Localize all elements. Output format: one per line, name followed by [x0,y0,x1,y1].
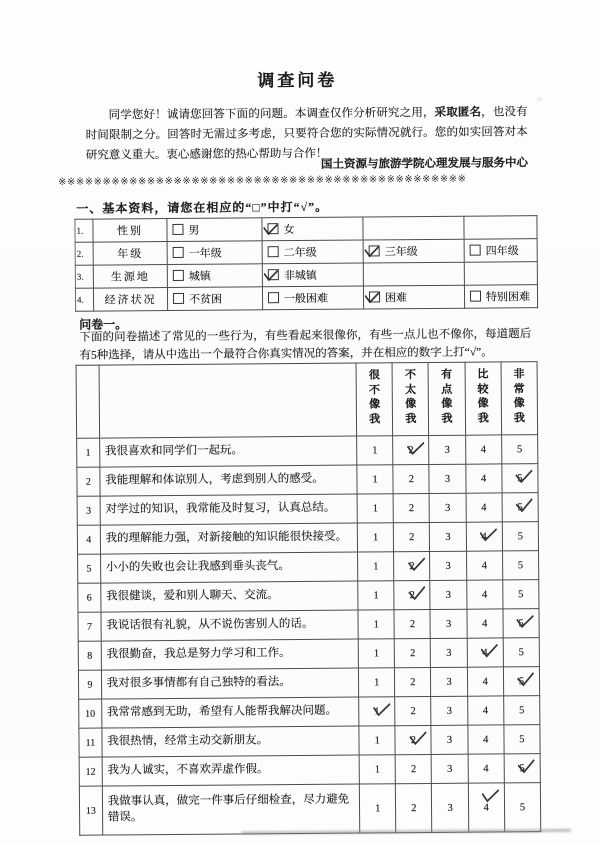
rating-cell[interactable] [467,725,503,754]
item-number: 5 [78,554,101,583]
rating-value: 1 [375,735,380,746]
scale-header-cell [356,363,393,436]
rating-cell[interactable] [429,435,465,464]
rating-value: 5 [520,802,525,813]
option-label: 四年级 [486,245,519,257]
rating-value: 1 [375,764,380,775]
rating-value: 1 [373,561,378,572]
item-row [79,754,540,787]
rating-value: 1 [372,445,377,456]
rating-cell[interactable] [358,581,394,610]
rating-cell[interactable] [502,551,538,580]
rating-cell[interactable] [465,435,501,464]
rating-value: 2 [410,677,415,688]
rating-cell[interactable] [358,552,394,581]
rating-cell[interactable] [431,667,467,696]
rating-cell[interactable] [359,668,395,697]
rating-value: 4 [481,531,486,542]
rating-value: 3 [446,676,451,687]
rating-cell[interactable] [503,580,539,609]
rating-value: 1 [373,532,378,543]
rating-cell[interactable] [357,465,393,494]
rating-cell[interactable] [395,725,431,754]
item-number: 2 [77,467,100,496]
rating-value: 5 [518,560,523,571]
rating-value: 3 [447,705,452,716]
rating-value: 3 [445,560,450,571]
rating-value: 1 [375,803,380,814]
rating-cell[interactable] [503,696,539,725]
rating-cell[interactable] [467,667,503,696]
option-cell[interactable] [167,264,262,288]
rating-value: 3 [447,763,452,774]
rating-value: 3 [445,473,450,484]
rating-value: 3 [446,589,451,600]
checkbox-icon [470,245,481,256]
item-row [77,435,538,468]
rating-value: 4 [481,473,486,484]
rating-value: 4 [483,734,488,745]
rating-cell[interactable] [358,639,394,668]
rating-cell[interactable] [393,493,429,522]
rating-value: 3 [445,502,450,513]
rating-value: 5 [518,589,523,600]
rating-cell[interactable] [465,464,501,493]
rating-value: 3 [447,802,452,813]
rating-cell[interactable] [467,696,503,725]
rating-value: 4 [482,647,487,658]
rating-value: 5 [518,618,523,629]
option-label: 三年级 [385,246,418,258]
item-text: 对学过的知识，我常能及时复习，认真总结。 [100,494,358,525]
rating-value: 2 [408,445,413,456]
row-label: 年级 [93,242,167,266]
rating-value: 5 [518,531,523,542]
rating-value: 4 [483,763,488,774]
rating-cell[interactable] [358,610,394,639]
intro-text-post: ，也没有时间限制之分。回答时无需过多考虑，只要符合您的实际情况就行。您的如实回答对本研究意义重大。衷心感谢您的热心帮助与合作！ [86,106,528,162]
rating-value: 3 [446,647,451,658]
scale-label: 很不像我 [368,368,381,427]
rating-cell[interactable] [468,754,504,783]
scan-smudge-artifact [537,98,541,100]
checkbox-icon [173,270,184,281]
rating-value: 2 [410,590,415,601]
rating-cell[interactable] [467,609,503,638]
rating-cell[interactable] [432,783,469,832]
row-number: 1. [75,219,93,242]
rating-cell[interactable] [468,783,505,832]
item-row [78,638,539,671]
rating-cell[interactable] [430,493,466,522]
rating-cell[interactable] [430,522,466,551]
item-row [79,696,540,729]
rating-value: 5 [517,502,522,513]
row-number: 2. [75,242,93,265]
item-text: 我很热情，经常主动交新朋友。 [102,726,360,757]
rating-cell[interactable] [393,464,429,493]
rating-value: 1 [374,677,379,688]
section1-heading: 一、基本资料，请您在相应的“□”中打“√”。 [76,198,328,217]
rating-cell[interactable] [432,754,468,783]
item-number: 10 [79,699,102,728]
rating-cell[interactable] [430,609,466,638]
row-label: 经济状况 [93,288,167,312]
item-number: 8 [78,641,101,670]
item-text: 我能理解和体谅别人，考虑到别人的感受。 [100,465,358,496]
option-label: 一年级 [189,248,222,260]
rating-cell[interactable] [503,638,539,667]
asterisk-divider: ※※※※※※※※※※※※※※※※※※※※※※※※※※※※※※※※※※※※※※※※※※※※※※ [58,173,542,188]
option-label: 一般困难 [284,293,328,305]
rating-cell[interactable] [357,436,393,465]
rating-cell[interactable] [504,783,541,832]
row-number: 3. [75,265,93,288]
option-cell[interactable] [464,262,537,286]
questionnaire-heading: 问卷一。 [79,315,127,332]
option-label: 女 [283,224,294,236]
rating-value: 3 [447,734,452,745]
rating-value: 3 [445,444,450,455]
rating-value: 2 [411,735,416,746]
rating-value: 5 [519,647,524,658]
rating-value: 2 [410,619,415,630]
rating-value: 5 [519,734,524,745]
rating-cell[interactable] [431,638,467,667]
rating-value: 2 [409,532,414,543]
rating-value: 3 [445,531,450,542]
option-cell[interactable] [262,217,363,241]
rating-value: 2 [410,648,415,659]
option-cell[interactable] [167,218,262,242]
checkbox-icon [369,245,380,256]
item-row [78,580,539,613]
item-row [77,522,538,555]
option-cell[interactable] [167,241,262,265]
rating-value: 4 [482,589,487,600]
scale-header-cell [428,362,465,435]
rating-cell[interactable] [466,580,502,609]
option-cell[interactable] [363,239,464,263]
handwritten-check-icon [482,783,500,803]
row-number: 4. [75,288,93,311]
rating-cell[interactable] [502,493,538,522]
item-text: 小小的失败也会让我感到垂头丧气。 [100,552,358,583]
rating-cell[interactable] [467,638,503,667]
option-cell[interactable] [363,285,464,309]
page-title: 调查问卷 [0,64,597,94]
scale-label: 非常像我 [512,367,525,426]
option-cell[interactable] [464,285,537,309]
rating-value: 4 [483,705,488,716]
rating-value: 1 [374,619,379,630]
checkbox-icon [173,293,184,304]
item-row [79,783,540,836]
rating-cell[interactable] [429,464,465,493]
rating-cell[interactable] [359,755,395,784]
rating-cell[interactable] [501,435,537,464]
item-row [79,725,540,758]
rating-cell[interactable] [396,783,433,832]
checkbox-icon [470,291,481,302]
rating-cell[interactable] [431,725,467,754]
option-label: 特别困难 [486,291,530,303]
rating-cell[interactable] [430,580,466,609]
intro-text-bold: 采取匿名 [435,106,482,118]
rating-value: 4 [482,560,487,571]
rating-value: 4 [483,676,488,687]
item-number: 1 [77,438,100,467]
item-text: 我做事认真，做完一件事后仔细检查，尽力避免错误。 [102,784,360,835]
rating-cell[interactable] [430,551,466,580]
rating-value: 5 [519,705,524,716]
item-row [78,609,539,642]
option-cell[interactable] [167,287,262,311]
rating-value: 2 [409,474,414,485]
item-text: 我常常感到无助，希望有人能帮我解决问题。 [101,697,359,728]
rating-cell[interactable] [357,494,393,523]
rating-cell[interactable] [504,754,540,783]
option-label: 困难 [385,292,407,304]
rating-cell[interactable] [359,726,395,755]
rating-value: 5 [519,763,524,774]
rating-cell[interactable] [504,725,540,754]
rating-cell[interactable] [394,638,430,667]
item-row [78,551,539,584]
checkbox-icon [173,247,184,258]
rating-cell[interactable] [394,580,430,609]
rating-cell[interactable] [502,522,538,551]
item-number: 9 [78,670,101,699]
rating-value: 5 [519,676,524,687]
rating-value: 1 [373,590,378,601]
option-cell[interactable] [363,262,464,286]
scale-header-row [76,362,538,439]
option-label: 非城镇 [284,270,317,282]
rating-value: 1 [372,474,377,485]
questionnaire-table [76,361,542,836]
option-label: 男 [188,225,199,237]
item-number: 7 [78,612,101,641]
rating-cell[interactable] [395,696,431,725]
item-row [77,493,538,526]
rating-value: 4 [481,444,486,455]
rating-value: 5 [517,473,522,484]
option-label: 城镇 [189,271,211,283]
item-number: 11 [79,728,102,757]
checkbox-icon [268,269,279,280]
checkbox-icon [172,224,183,235]
item-text: 我很勤奋，我总是努力学习和工作。 [101,639,359,670]
issuing-center-signature: 国土资源与旅游学院心理发展与服务中心 [83,154,528,173]
rating-cell[interactable] [359,784,396,833]
option-cell[interactable] [262,286,363,310]
header-num-cell [76,365,99,438]
scale-header-cell [392,362,429,435]
basic-info-table [74,215,538,312]
scale-label: 有点像我 [440,368,453,427]
rating-cell[interactable] [357,523,393,552]
item-number: 13 [79,786,102,835]
option-cell[interactable] [262,263,363,287]
checkbox-icon [268,292,279,303]
rating-value: 2 [411,803,416,814]
rating-cell[interactable] [395,754,431,783]
item-text: 我为人诚实，不喜欢弄虚作假。 [102,755,360,786]
option-label: 二年级 [284,247,317,259]
rating-value: 2 [409,503,414,514]
rating-value: 2 [410,706,415,717]
scale-label: 不太像我 [404,368,417,427]
basic-row [75,285,537,312]
item-number: 12 [79,757,102,786]
item-text: 我很喜欢和同学们一起玩。 [99,436,357,467]
row-label: 生源地 [93,265,167,289]
option-cell[interactable] [262,240,363,264]
rating-value: 1 [374,706,379,717]
rating-value: 2 [409,561,414,572]
item-row [78,667,539,700]
rating-value: 3 [446,618,451,629]
rating-value: 4 [484,802,489,813]
scale-label: 比较像我 [476,368,489,427]
rating-cell[interactable] [393,435,429,464]
rating-cell[interactable] [466,522,502,551]
item-number: 6 [78,583,101,612]
rating-cell[interactable] [431,696,467,725]
rating-cell[interactable] [466,551,502,580]
rating-value: 1 [373,503,378,514]
item-row [77,464,538,497]
scale-header-cell [465,362,502,435]
item-text: 我说话很有礼貌，从不说伤害别人的话。 [101,610,359,641]
header-question-cell [99,363,357,438]
rating-cell[interactable] [503,609,539,638]
rating-value: 5 [517,444,522,455]
item-number: 4 [77,525,100,554]
item-text: 我很健谈，爱和别人聊天、交流。 [100,581,358,612]
rating-cell[interactable] [394,609,430,638]
rating-value: 1 [374,648,379,659]
checkbox-icon [369,291,380,302]
rating-value: 4 [481,502,486,513]
rating-value: 2 [411,764,416,775]
item-number: 3 [77,496,100,525]
rating-cell[interactable] [503,667,539,696]
option-cell[interactable] [464,239,537,263]
rating-cell[interactable] [394,551,430,580]
questionnaire-instructions: 下面的问卷描述了常见的一些行为，有些看起来很像你，有些一点儿也不像你，每道题后有5种选择，请从中选出一个最符合你真实情况的答案，并在相应的数字上打“√”。 [79,326,531,365]
rating-cell[interactable] [394,522,430,551]
intro-text-pre: 同学您好！诚请您回答下面的问题。本调查仅作分析研究之用， [109,106,435,121]
option-cell[interactable] [363,216,464,240]
item-text: 我的理解能力强，对新接触的知识能很快接受。 [100,523,358,554]
rating-cell[interactable] [359,697,395,726]
rating-cell[interactable] [502,464,538,493]
row-label: 性别 [93,219,167,243]
item-text: 我对很多事情都有自己独特的看法。 [101,668,359,699]
scale-header-cell [501,362,538,435]
option-label: 不贫困 [189,294,222,306]
rating-cell[interactable] [395,667,431,696]
rating-cell[interactable] [466,493,502,522]
option-cell[interactable] [464,216,537,240]
checkbox-icon [268,246,279,257]
rating-value: 4 [482,618,487,629]
checkbox-icon [267,223,278,234]
